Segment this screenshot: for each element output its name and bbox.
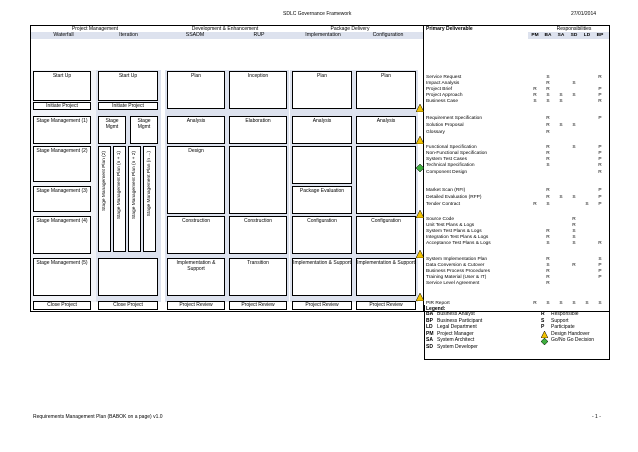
deliverable-name: Data Conversion & Cutover — [426, 263, 485, 268]
deliverable-row — [424, 195, 609, 201]
initiate-project-waterfall: Initiate Project — [33, 102, 91, 110]
deliverable-row — [424, 116, 609, 122]
responsibility-cell: R — [546, 257, 550, 262]
plan-ssadm: Plan — [167, 71, 225, 109]
implementation-support-config: Implementation & Support — [356, 258, 416, 296]
startup-iteration: Start Up — [98, 71, 158, 101]
responsibility-cell: R — [546, 157, 550, 162]
deliverable-name: Business Case — [426, 99, 458, 104]
responsibility-cell: R — [546, 281, 550, 286]
stage-mgmt-b: Stage Mgmt — [130, 116, 158, 144]
responsibility-cell: P — [598, 202, 602, 207]
deliverable-name: System Test Plans & Logs — [426, 229, 482, 234]
legend-text2: Responsible — [551, 311, 579, 317]
plan-implementation: Plan — [292, 71, 352, 109]
deliverable-name: System Implementation Plan — [426, 257, 488, 262]
responsibility-cell: R — [546, 130, 550, 135]
group-project-management: Project Management — [71, 26, 119, 32]
deliverable-name: Non-Functional Specification — [426, 151, 488, 156]
deliverable-name: Integration Test Plans & Logs — [426, 235, 489, 240]
responsibility-cell: P — [598, 275, 602, 280]
responsibility-cell: R — [546, 188, 550, 193]
design-handover-legend-icon — [541, 331, 548, 338]
implementation-support-ssadm: Implementation & Support — [167, 258, 225, 296]
responsibility-cell: R — [546, 235, 550, 240]
configuration-impl: Configuration — [292, 216, 352, 254]
responsibility-cell: S — [572, 145, 576, 150]
responsibility-cell: P — [598, 157, 602, 162]
responsibility-cell: R — [533, 93, 537, 98]
responsibility-cell: S — [572, 123, 576, 128]
responsibility-cell: P — [598, 145, 602, 150]
deliverable-row — [424, 202, 609, 208]
deliverable-row — [424, 281, 609, 287]
legend-text: Business Analyst — [437, 311, 475, 317]
deliverable-name: Service Request — [426, 75, 462, 80]
responsibility-cell: P — [598, 263, 602, 268]
impl-empty-1 — [292, 146, 352, 184]
responsibility-cell: S — [546, 99, 550, 104]
project-review-impl: Project Review — [292, 301, 352, 310]
deliverable-name: Requirement Specification — [426, 116, 482, 121]
project-review-config: Project Review — [356, 301, 416, 310]
deliverable-name: Glossary — [426, 130, 445, 135]
plan-configuration: Plan — [356, 71, 416, 109]
responsibility-cell: R — [598, 170, 602, 175]
design-handover-icon — [416, 250, 424, 258]
responsibility-cell: S — [572, 81, 576, 86]
responsibility-cell: S — [598, 301, 602, 306]
deliverable-name: System Test Cases — [426, 157, 467, 162]
responsibility-cell: S — [572, 93, 576, 98]
legend-text2: Participate — [551, 324, 575, 331]
design-handover-icon — [416, 136, 424, 144]
responsibility-cell: R — [546, 275, 550, 280]
legend-code2: P — [541, 324, 545, 331]
responsibility-cell: R — [546, 145, 550, 150]
inception: Inception — [229, 71, 287, 109]
responsibility-cell: S — [546, 163, 550, 168]
design-handover-icon — [416, 293, 424, 301]
stage-management-1: Stage Management (1) — [33, 116, 91, 144]
legend-code: SD — [426, 344, 433, 350]
responsibility-cell: R — [546, 195, 550, 200]
deliverable-name: Acceptance Test Plans & Logs — [426, 241, 491, 246]
responsibility-cell: R — [546, 151, 550, 156]
deliverable-row — [424, 123, 609, 129]
responsibility-cell: R — [572, 263, 576, 268]
responsibility-cell: R — [598, 241, 602, 246]
construction-rup: Construction — [229, 216, 287, 254]
go-nogo-legend-icon — [541, 338, 548, 345]
responsibility-cell: P — [598, 93, 602, 98]
responsibility-cell: S — [572, 195, 576, 200]
deliverable-name: Business Process Procedures — [426, 269, 490, 274]
responsibility-cell: R — [598, 99, 602, 104]
deliverable-name: Project Approach — [426, 93, 463, 98]
stage-mgmt-a: Stage Mgmt — [98, 116, 126, 144]
responsibility-cell: R — [546, 229, 550, 234]
col-rup: RUP — [253, 32, 265, 38]
configuration-config: Configuration — [356, 216, 416, 254]
deliverable-row — [424, 163, 609, 169]
iteration-empty-5 — [98, 258, 158, 296]
analysis-implementation: Analysis — [292, 116, 352, 144]
deliverable-name: Project Brief — [426, 87, 453, 92]
responsibility-cell: R — [533, 301, 537, 306]
stage-plan-nx: Stage Management Plan (n ...) — [143, 146, 156, 252]
responsibility-cell: S — [546, 301, 550, 306]
construction-ssadm: Construction — [167, 216, 225, 254]
deliverable-row — [424, 130, 609, 136]
legend-text: Project Manager — [437, 330, 474, 337]
deliverable-name: Solution Proposal — [426, 123, 464, 128]
legend-text2: Go/No Go Decision — [551, 337, 595, 344]
project-review-rup: Project Review — [229, 301, 287, 310]
legend-text: Business Participant — [437, 317, 483, 324]
responsibility-cell: S — [598, 257, 602, 262]
legend-code2: S — [541, 317, 545, 324]
legend-text: System Architect — [437, 337, 475, 344]
deliverable-name: Functional Specification — [426, 145, 477, 150]
col-ssadm: SSADM — [185, 32, 205, 38]
responsibility-cell: S — [546, 75, 550, 80]
analysis-ssadm: Analysis — [167, 116, 225, 144]
responsibility-cell: R — [546, 116, 550, 121]
design: Design — [167, 146, 225, 214]
responsibility-cell: S — [559, 99, 563, 104]
group-primary-deliverable: Primary Deliverable — [426, 26, 473, 32]
col-configuration: Configuration — [372, 32, 404, 38]
close-project-waterfall: Close Project — [33, 301, 91, 310]
stage-plan-2: Stage Management Plan (2) — [98, 146, 111, 252]
group-package-delivery: Package Delivery — [330, 26, 370, 32]
stage-management-3: Stage Management (3) — [33, 186, 91, 212]
go-nogo-icon — [416, 164, 424, 172]
deliverable-name: PIR Report — [426, 301, 450, 306]
responsibility-cell: S — [572, 241, 576, 246]
footer-page-number: - 1 - — [592, 414, 601, 420]
deliverable-name: Component Design — [426, 170, 468, 175]
deliverable-name: Detailed Evaluation (RFP) — [426, 195, 482, 200]
elaboration: Elaboration — [229, 116, 287, 144]
deliverable-row — [424, 170, 609, 176]
legend-code2: R — [541, 311, 545, 317]
responsibility-cell: R — [572, 217, 576, 222]
legend-code: PM — [426, 330, 434, 337]
legend-text2: Design Handover — [551, 330, 590, 337]
implementation-support-impl: Implementation & Support — [292, 258, 352, 296]
legend-code: LD — [426, 324, 433, 331]
responsibility-cell: P — [598, 116, 602, 121]
analysis-configuration: Analysis — [356, 116, 416, 144]
responsibility-cell: P — [598, 87, 602, 92]
footer-document-name: Requirements Management Plan (BABOK on a page) v1.0 — [33, 414, 163, 420]
page-title: SDLC Governance Framework — [283, 11, 352, 17]
config-empty-1 — [356, 146, 416, 214]
responsibility-cell: S — [546, 93, 550, 98]
deliverable-name: Impact Analysis — [426, 81, 460, 86]
responsibility-cell: P — [598, 188, 602, 193]
deliverable-name: Tender Contract — [426, 202, 461, 207]
col-iteration: Iteration — [119, 32, 138, 38]
responsibility-cell: P — [598, 269, 602, 274]
deliverable-row — [424, 241, 609, 247]
group-development: Development & Enhancement — [191, 26, 259, 32]
responsibility-cell: S — [572, 301, 576, 306]
responsibility-cell: S — [546, 263, 550, 268]
responsibility-cell: P — [598, 195, 602, 200]
responsibility-cell: S — [559, 93, 563, 98]
responsibility-cell: R — [546, 81, 550, 86]
col-waterfall: Waterfall — [53, 32, 74, 38]
legend-text2: Support — [551, 317, 569, 324]
stage-management-5: Stage Management (5) — [33, 258, 91, 296]
deliverable-row — [424, 99, 609, 105]
legend-text: Legal Department — [437, 324, 477, 331]
legend-code: SA — [426, 337, 433, 344]
page-date: 27/01/2014 — [571, 11, 597, 17]
responsibility-cell: S — [559, 195, 563, 200]
stage-management-4: Stage Management (4) — [33, 216, 91, 254]
deliverable-row — [424, 188, 609, 194]
deliverable-name: Training Material (User & IT) — [426, 275, 487, 280]
responsibility-cell: P — [598, 151, 602, 156]
stage-plan-n2: Stage Management Plan (n + 2) — [128, 146, 141, 252]
responsibility-cell: S — [585, 202, 589, 207]
legend-title: Legend: — [426, 306, 446, 312]
responsibility-cell: R — [546, 123, 550, 128]
responsibility-cell: S — [546, 241, 550, 246]
project-review-ssadm: Project Review — [167, 301, 225, 310]
startup-waterfall: Start Up — [33, 71, 91, 101]
col-implementation: Implementation — [305, 32, 341, 38]
responsibility-cell: R — [546, 87, 550, 92]
responsibility-cell: S — [559, 123, 563, 128]
package-evaluation: Package Evaluation — [292, 186, 352, 214]
responsibility-cell: S — [572, 229, 576, 234]
deliverable-name: Technical Specification — [426, 163, 475, 168]
group-responsibilities: Responsibilities — [556, 26, 592, 32]
responsibility-cell: R — [598, 75, 602, 80]
responsibility-cell: S — [559, 301, 563, 306]
design-handover-icon — [416, 104, 424, 112]
responsibility-cell: R — [572, 223, 576, 228]
transition: Transition — [229, 258, 287, 296]
design-handover-icon — [416, 210, 424, 218]
deliverable-name: Source Code — [426, 217, 454, 222]
legend-text: System Developer — [437, 344, 478, 350]
rup-empty-1 — [229, 146, 287, 214]
close-project-iteration: Close Project — [98, 301, 158, 310]
responsibility-cell: S — [572, 235, 576, 240]
deliverable-name: Service Level Agreement — [426, 281, 480, 286]
stage-plan-n1: Stage Management Plan (n + 1) — [113, 146, 126, 252]
legend-code: BP — [426, 317, 433, 324]
responsibility-cell: R — [533, 202, 537, 207]
responsibility-cell: S — [585, 301, 589, 306]
deliverable-name: Market Scan (RFI) — [426, 188, 466, 193]
deliverable-name: Unit Test Plans & Logs — [426, 223, 475, 228]
responsibility-cell: R — [533, 87, 537, 92]
legend-code: BA — [426, 311, 434, 317]
stage-management-2: Stage Management (2) — [33, 146, 91, 182]
responsibility-cell: S — [533, 99, 537, 104]
initiate-project-iteration: Initiate Project — [98, 102, 158, 110]
responsibility-cell: R — [598, 163, 602, 168]
responsibility-cell: R — [546, 269, 550, 274]
responsibility-cell: S — [546, 202, 550, 207]
